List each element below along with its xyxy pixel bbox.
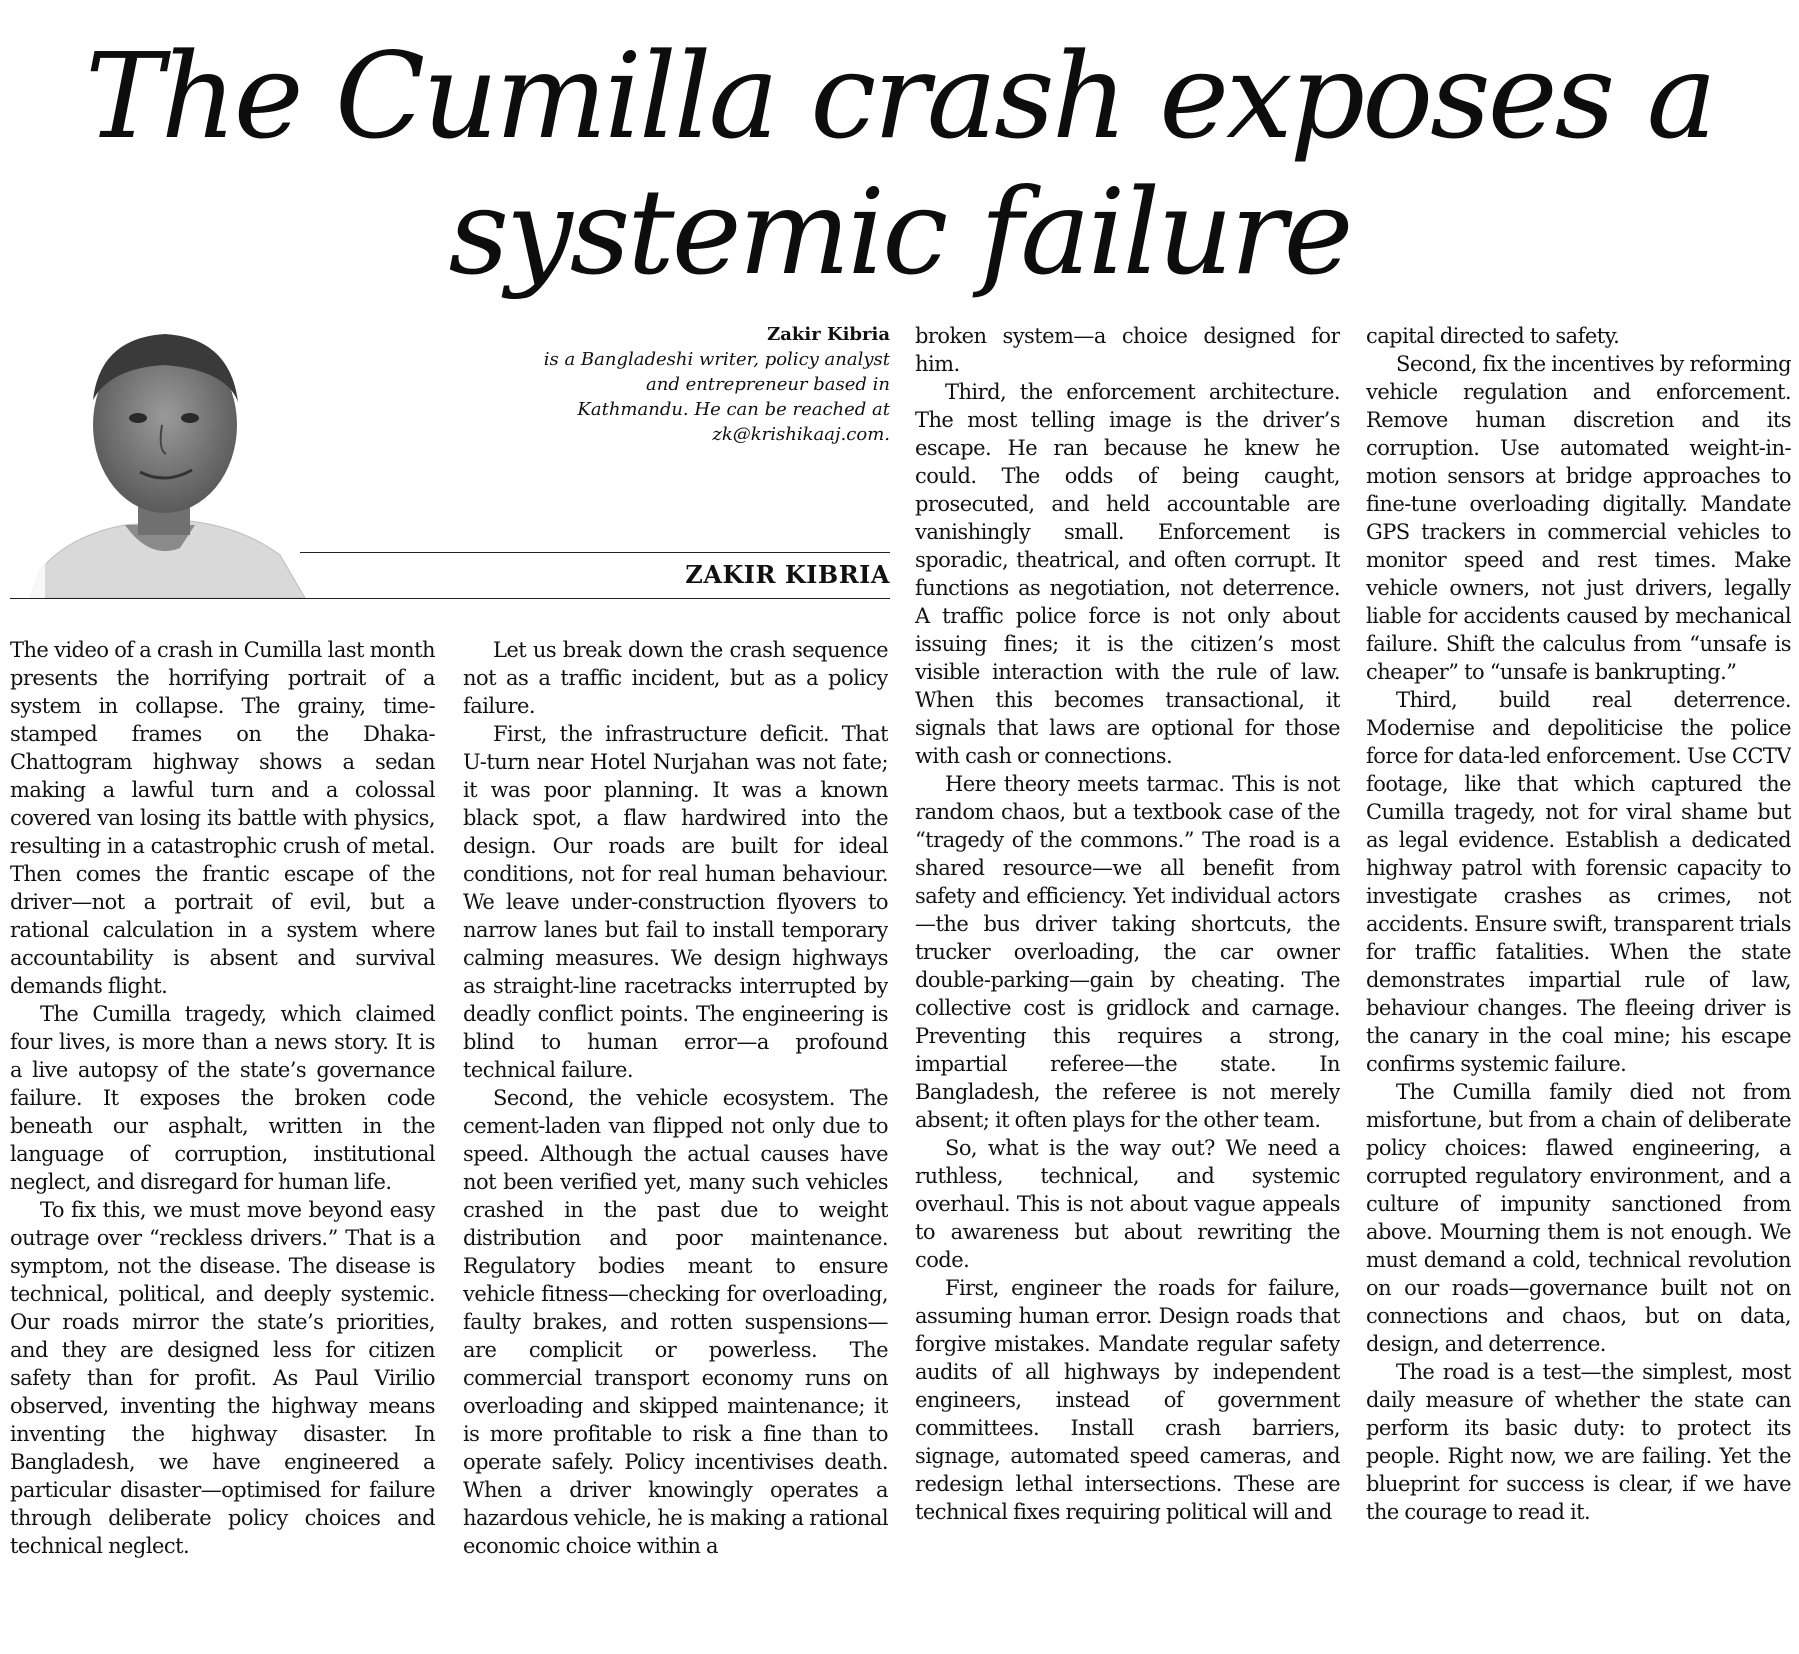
paragraph: Here theory meets tarmac. This is not random chaos, but a textbook case of the “tragedy of the commons.” The road is a shared resource—we all benefit from safety and efficiency. Yet individual actors—the bus driver taking shortcuts, the trucker overloading, the car owner double-parking—gain by cheating. The collective cost is gridlock and carnage. Preventing this requires a strong, impartial referee—the state. In Bangladesh, the referee is not merely absent; it often plays for the other team. (915, 772, 1340, 1132)
paragraph: Second, the vehicle ecosystem. The cement-laden van flipped not only due to speed. Although the actual causes have not been verified yet, many such vehicles crashed in the past due to weight distribution and poor maintenance. Regulatory bodies meant to ensure vehicle fitness—checking for overloading, faulty brakes, and rotten suspensions—are complicit or powerless. The commercial transport economy runs on overloading and skipped maintenance; it is more profitable to risk a fine than to operate safely. Policy incentivises death. When a driver knowingly operates a hazardous vehicle, he is making a rational economic choice within a (463, 1086, 888, 1558)
paragraph: The road is a test—the simplest, most daily measure of whether the state can perform its basic duty: to protect its people. Right now, we are failing. Yet the blueprint for success is clear, if we have the courage to read it. (1366, 1360, 1791, 1524)
author-description: is a Bangladeshi writer, policy analyst and entrepreneur based in Kathmandu. He can be reached at zk@krishikaaj.com. (543, 349, 890, 445)
paragraph: broken system—a choice designed for him. (915, 324, 1340, 376)
author-bio-box (540, 322, 890, 447)
text-column-4 (1366, 322, 1791, 1646)
author-photo (30, 320, 310, 598)
paragraph: The Cumilla tragedy, which claimed four lives, is more than a news story. It is a live autopsy of the state’s governance failure. It exposes the broken code beneath our asphalt, written in the language of corruption, institutional neglect, and disregard for human life. (10, 1002, 435, 1194)
byline-divider-bottom (10, 598, 890, 599)
text-column-1 (10, 636, 435, 1646)
paragraph: To fix this, we must move beyond easy outrage over “reckless drivers.” That is a symptom, not the disease. The disease is technical, political, and deeply systemic. Our roads mirror the state’s priorities, and they are designed less for citizen safety than for profit. As Paul Virilio observed, inventing the highway means inventing the highway disaster. In Bangladesh, we have engineered a particular disaster—optimised for failure through deliberate policy choices and technical neglect. (10, 1198, 435, 1558)
paragraph: First, the infrastructure deficit. That U-turn near Hotel Nurjahan was not fate; it was poor planning. It was a known black spot, a flaw hardwired into the design. Our roads are built for ideal conditions, not for real human behaviour. We leave under-construction flyovers to narrow lanes but fail to install temporary calming measures. We design highways as straight-line racetracks interrupted by deadly conflict points. The engineering is blind to human error—a profound technical failure. (463, 722, 888, 1082)
paragraph: So, what is the way out? We need a ruthless, technical, and systemic overhaul. This is not about vague appeals to awareness but about rewriting the code. (915, 1136, 1340, 1272)
paragraph: Third, build real deterrence. Modernise and depoliticise the police force for data-led enforcement. Use CCTV footage, like that which captured the Cumilla tragedy, not for viral shame but as legal evidence. Establish a dedicated highway patrol with forensic capacity to investigate crashes as crimes, not accidents. Ensure swift, transparent trials for traffic fatalities. When the state demonstrates impartial rule of law, behaviour changes. The fleeing driver is the canary in the coal mine; his escape confirms systemic failure. (1366, 688, 1791, 1076)
paragraph: Third, the enforcement architecture. The most telling image is the driver’s escape. He ran because he knew he could. The odds of being caught, prosecuted, and held accountable are vanishingly small. Enforcement is sporadic, theatrical, and often corrupt. It functions as negotiation, not deterrence. A traffic police force is not only about issuing fines; it is the citizen’s most visible interaction with the rule of law. When this becomes transactional, it signals that laws are optional for those with cash or connections. (915, 380, 1340, 768)
author-name: Zakir Kibria (767, 324, 890, 345)
headline: The Cumilla crash exposes a systemic failure (85, 27, 1714, 301)
paragraph: capital directed to safety. (1366, 324, 1620, 348)
paragraph: The video of a crash in Cumilla last month presents the horrifying portrait of a system in collapse. The grainy, time-stamped frames on the Dhaka-Chattogram highway shows a sedan making a lawful turn and a colossal covered van losing its battle with physics, resulting in a catastrophic crush of metal. Then comes the frantic escape of the driver—not a portrait of evil, but a rational calculation in a system where accountability is absent and survival demands flight. (10, 638, 435, 998)
text-column-2 (463, 636, 888, 1646)
paragraph: Let us break down the crash sequence not as a traffic incident, but as a policy failure. (463, 638, 888, 718)
paragraph: The Cumilla family died not from misfortune, but from a chain of deliberate policy choices: flawed engineering, a corrupted regulatory environment, and a culture of impunity sanctioned from above. Mourning them is not enough. We must demand a cold, technical revolution on our roads—governance built not on connections and chaos, but on data, design, and deterrence. (1366, 1080, 1791, 1356)
byline-divider-top (300, 552, 890, 553)
text-column-3 (915, 322, 1340, 1646)
byline: ZAKIR KIBRIA (685, 560, 890, 589)
paragraph: Second, fix the incentives by reforming vehicle regulation and enforcement. Remove human discretion and its corruption. Use automated weight-in-motion sensors at bridge approaches to fine-tune overloading digitally. Mandate GPS trackers in commercial vehicles to monitor speed and rest times. Make vehicle owners, not just drivers, legally liable for accidents caused by mechanical failure. Shift the calculus from “unsafe is cheaper” to “unsafe is bankrupting.” (1366, 352, 1791, 684)
paragraph: First, engineer the roads for failure, assuming human error. Design roads that forgive mistakes. Mandate regular safety audits of all highways by independent engineers, instead of government committees. Install crash barriers, signage, automated speed cameras, and redesign lethal intersections. These are technical fixes requiring political will and (915, 1276, 1340, 1524)
